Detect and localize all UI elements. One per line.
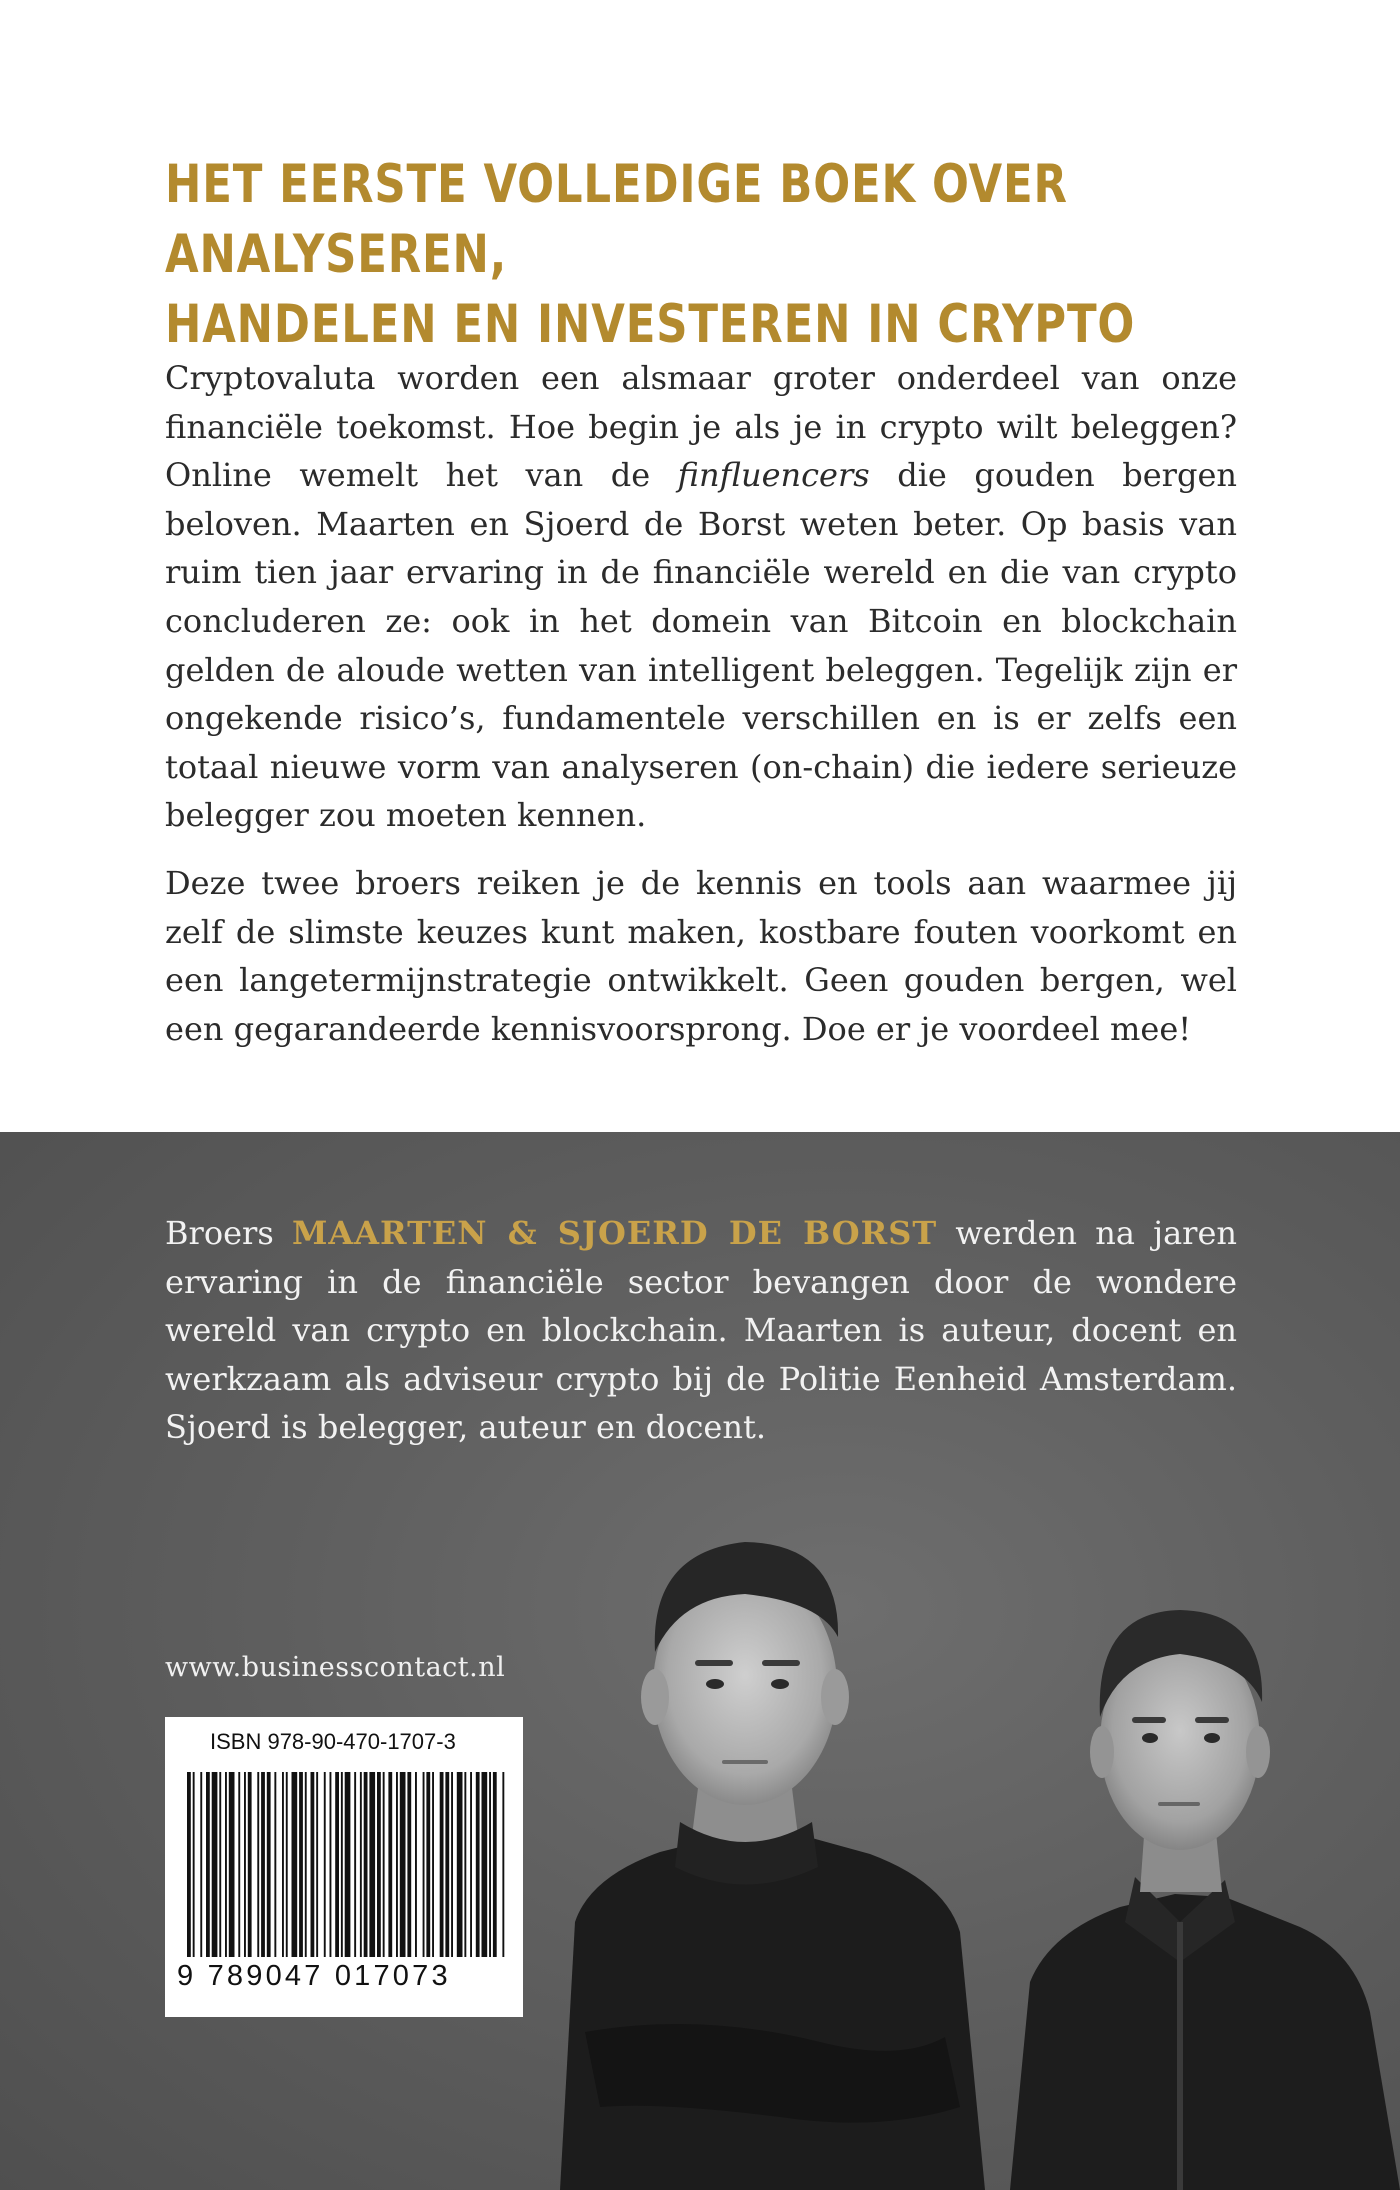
barcode-bar [489,1772,491,1957]
blurb-paragraph-2: Deze twee broers reiken je de kennis en tools aan waarmee jij zelf de slimste keuzes kunt maken, kostbare fouten voorkomt en een langetermijnstrategie ontwikkelt. Geen gouden bergen, wel een gegarandeerde kennisvoorsprong. Doe er je voordeel mee! [165,864,1237,1048]
barcode-bar [377,1772,381,1957]
barcode-bar [432,1772,434,1957]
barcode-bar [482,1772,488,1957]
barcode-bar [440,1772,444,1957]
barcode-bar [324,1772,326,1957]
barcode-bar [369,1772,375,1957]
barcode-bar [407,1772,411,1957]
isbn-barcode-box [165,1717,523,2017]
barcode-bar [292,1772,298,1957]
barcode-bar [341,1772,343,1957]
barcode-bar [493,1772,497,1957]
barcode-bar [415,1772,417,1957]
barcode-bar [464,1772,466,1957]
barcode-bar [330,1772,332,1957]
barcode-bar [360,1772,362,1957]
blurb-paragraph-1 [165,354,1237,840]
barcode-bar [261,1772,265,1957]
barcode-bar [267,1772,271,1957]
barcode-bar [219,1772,221,1957]
barcode-bar [193,1772,195,1957]
barcode-bar [316,1772,318,1957]
barcode-bar [305,1772,307,1957]
barcode-bar [248,1772,252,1957]
barcode-bar [187,1772,191,1957]
barcode-bar [451,1772,453,1957]
barcode-bar [502,1772,504,1957]
back-cover-bottom-section [0,1132,1400,2190]
barcode-bar [476,1772,480,1957]
barcode-bar [383,1772,385,1957]
blurb-paragraph-1-part-1: Cryptovaluta worden een alsmaar groter onderdeel van onze financiële toekomst. Hoe begin je als je in crypto wilt beleggen? Online wemelt het van de [165,359,1237,495]
blurb-paragraph-1-part-2: die gouden bergen beloven. Maarten en Sjoerd de Borst weten beter. Op basis van ruim tien jaar ervaring in de financiële wereld en die van crypto concluderen ze: ook in het domein van Bitcoin en blockchain gelden de aloude wetten van intelligent beleggen. Tegelijk zijn er ongekende risico’s, fundamentele verschillen en is er zelfs een totaal nieuwe vorm van analyseren (on-chain) die iedere serieuze belegger zou moeten kennen. [165,456,1238,835]
barcode-bar [396,1772,398,1957]
barcode-bar [238,1772,240,1957]
barcode-bar [400,1772,406,1957]
barcode-bar [212,1772,218,1957]
barcode-bar [282,1772,284,1957]
barcode-bar [426,1772,430,1957]
headline [165,150,1231,360]
barcode-bar [364,1772,368,1957]
barcode-bar [286,1772,288,1957]
author-names: MAARTEN & SJOERD DE BORST [291,1214,938,1252]
publisher-website: www.businesscontact.nl [165,1652,506,1683]
barcode-bar [345,1772,351,1957]
blurb-emphasis: finfluencers [677,456,870,495]
barcode-bar [206,1772,210,1957]
barcode-bar [470,1772,472,1957]
barcode-bar [335,1772,339,1957]
barcode-bar [299,1772,303,1957]
authors-bio [165,1209,1237,1452]
barcode-bar [257,1772,259,1957]
isbn-label: ISBN 978-90-470-1707-3 [210,1729,456,1754]
barcode-bar [200,1772,202,1957]
barcode-bar [457,1772,463,1957]
bio-text: werden na jaren ervaring in de financiële sector bevangen door de wondere wereld van crypto en blockchain. Maarten is auteur, docent en werkzaam als adviseur crypto bij de Politie Eenheid Amsterdam. Sjoerd is belegger, auteur en docent. [165,1214,1238,1447]
barcode-bar [311,1772,315,1957]
barcode-bar [274,1772,276,1957]
ean-digits: 9 789047 017073 [177,1960,451,1992]
headline-line-1: HET EERSTE VOLLEDIGE BOEK OVER ANALYSEREN, [165,154,1068,285]
barcode-bar [354,1772,356,1957]
barcode-bar [229,1772,235,1957]
person-left [560,1542,985,2190]
barcode-bar [388,1772,392,1957]
barcode-bar [244,1772,246,1957]
barcode-bar [423,1772,425,1957]
person-right [1010,1610,1400,2190]
headline-line-2: HANDELEN EN INVESTEREN IN CRYPTO [165,294,1136,355]
barcode-bar [225,1772,227,1957]
bio-prefix: Broers [165,1214,292,1252]
barcode-bar [445,1772,449,1957]
